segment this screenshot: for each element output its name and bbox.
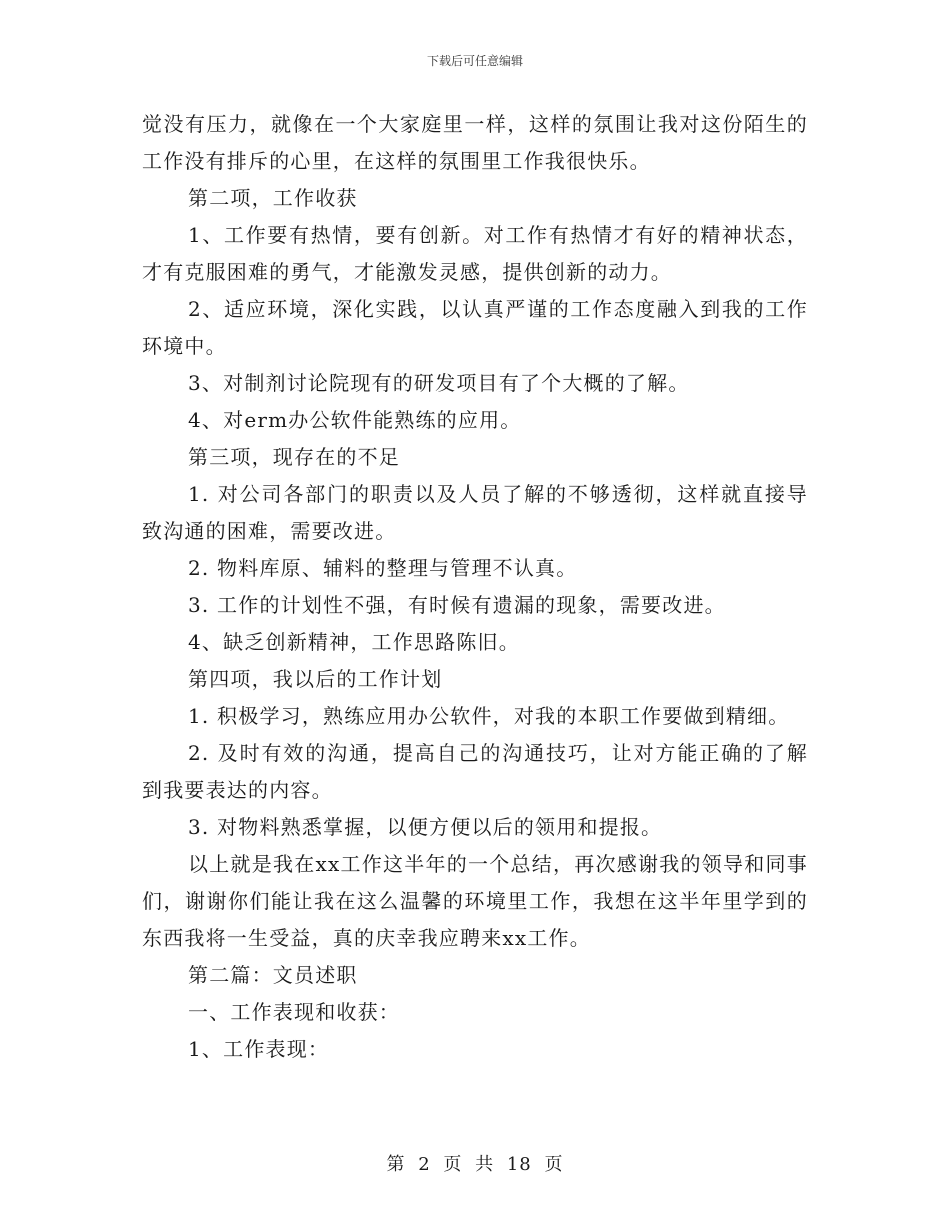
chapter-heading: 第二篇：文员述职 (188, 963, 358, 987)
list-item: 3. 对物料熟悉掌握，以便方便以后的领用和提报。 (188, 815, 663, 839)
list-item: 4、对erm办公软件能熟练的应用。 (188, 408, 522, 432)
list-item: 2、适应环境，深化实践，以认真严谨的工作态度融入到我的工作环境中。 (142, 297, 808, 358)
list-item: 2. 及时有效的沟通，提高自己的沟通技巧，让对方能正确的了解到我要表达的内容。 (142, 741, 808, 802)
section-heading: 一、工作表现和收获： (188, 1000, 400, 1024)
summary-paragraph: 以上就是我在xx工作这半年的一个总结，再次感谢我的领导和同事们，谢谢你们能让我在这么温馨的环境里工作，我想在这半年里学到的东西我将一生受益，真的庆幸我应聘来xx工作。 (142, 852, 808, 950)
paragraph-continuation: 觉没有压力，就像在一个大家庭里一样，这样的氛围让我对这份陌生的工作没有排斥的心里，在这样的氛围里工作我很快乐。 (142, 112, 808, 173)
list-item: 1. 对公司各部门的职责以及人员了解的不够透彻，这样就直接导致沟通的困难，需要改进。 (142, 482, 808, 543)
list-item: 4、缺乏创新精神，工作思路陈旧。 (188, 630, 520, 654)
list-item: 3. 工作的计划性不强，有时候有遗漏的现象，需要改进。 (188, 593, 726, 617)
list-item: 1、工作要有热情，要有创新。对工作有热情才有好的精神状态，才有克服困难的勇气，才能激发灵感，提供创新的动力。 (142, 223, 808, 284)
section-heading: 第三项，现存在的不足 (188, 445, 400, 469)
document-body (142, 106, 808, 1068)
section-heading: 第二项，工作收获 (188, 186, 358, 210)
list-item: 3、对制剂讨论院现有的研发项目有了个大概的了解。 (188, 371, 690, 395)
list-item: 1、工作表现： (188, 1037, 330, 1061)
page-footer: 第 2 页 共 18 页 (386, 1154, 564, 1175)
page-header: 下载后可任意编辑 (426, 54, 523, 68)
list-item: 2. 物料库原、辅料的整理与管理不认真。 (188, 556, 578, 580)
list-item: 1. 积极学习，熟练应用办公软件，对我的本职工作要做到精细。 (188, 704, 790, 728)
section-heading: 第四项，我以后的工作计划 (188, 667, 443, 691)
